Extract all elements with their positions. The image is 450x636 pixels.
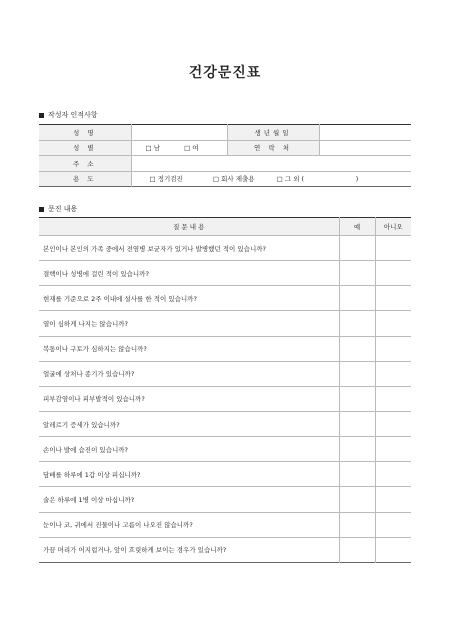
question-row <box>39 537 411 562</box>
question-row <box>39 311 411 336</box>
birth-label: 생년월일 <box>227 125 319 141</box>
question-text: 얼굴에 상처나 종기가 있습니까? <box>39 361 339 386</box>
purpose-row <box>39 171 411 187</box>
purpose-label: 용 도 <box>39 171 131 187</box>
answer-no-cell[interactable] <box>375 311 411 336</box>
male-checkbox[interactable]: □ 남 <box>145 144 160 153</box>
answer-yes-cell[interactable] <box>339 537 375 562</box>
purpose-field <box>131 171 411 187</box>
answer-yes-cell[interactable] <box>339 286 375 311</box>
purpose-option-other-checkbox[interactable]: □ 그 외 ( ) <box>276 175 359 184</box>
answer-no-cell[interactable] <box>375 437 411 462</box>
answer-yes-cell[interactable] <box>339 261 375 286</box>
answer-no-cell[interactable] <box>375 462 411 487</box>
purpose-option-company-checkbox[interactable]: □ 회사 제출용 <box>212 175 255 184</box>
contact-field[interactable] <box>319 140 411 156</box>
answer-yes-cell[interactable] <box>339 462 375 487</box>
gender-field <box>131 140 227 156</box>
answer-yes-cell[interactable] <box>339 236 375 261</box>
question-row <box>39 487 411 512</box>
section-personal-info-label: 작성자 인적사항 <box>48 111 98 119</box>
answer-no-cell[interactable] <box>375 512 411 537</box>
bullet-square-icon <box>39 113 44 118</box>
address-field[interactable] <box>131 156 411 172</box>
answer-yes-cell[interactable] <box>339 361 375 386</box>
question-text: 열이 심하게 나지는 않습니까? <box>39 311 339 336</box>
questionnaire-header-row <box>39 218 411 236</box>
name-label: 성 명 <box>39 125 131 141</box>
address-label: 주 소 <box>39 156 131 172</box>
question-row <box>39 261 411 286</box>
question-row <box>39 286 411 311</box>
section-questions-heading <box>39 204 77 214</box>
question-row <box>39 411 411 436</box>
answer-yes-cell[interactable] <box>339 386 375 411</box>
question-row <box>39 437 411 462</box>
answer-no-cell[interactable] <box>375 286 411 311</box>
question-row <box>39 336 411 361</box>
question-text: 가끔 머리가 어지럽거나, 앞이 흐릿하게 보이는 경우가 있습니까? <box>39 537 339 562</box>
answer-yes-cell[interactable] <box>339 336 375 361</box>
answer-no-cell[interactable] <box>375 261 411 286</box>
question-row <box>39 236 411 261</box>
question-text: 본인이나 본인의 가족 중에서 전염병 보균자가 있거나 발병했던 적이 있습니까? <box>39 236 339 261</box>
name-row <box>39 125 411 141</box>
question-text: 술은 하루에 1병 이상 마십니까? <box>39 487 339 512</box>
section-questions-label: 문진 내용 <box>48 205 78 213</box>
address-row <box>39 156 411 172</box>
name-field[interactable] <box>131 125 227 141</box>
answer-no-cell[interactable] <box>375 386 411 411</box>
answer-no-cell[interactable] <box>375 336 411 361</box>
question-text: 알레르기 증세가 있습니까? <box>39 411 339 436</box>
female-checkbox[interactable]: □ 여 <box>184 144 199 153</box>
answer-yes-cell[interactable] <box>339 487 375 512</box>
column-header-question: 질 문 내 용 <box>39 218 339 236</box>
question-text: 눈이나 코, 귀에서 진물이나 고름이 나오진 않습니까? <box>39 512 339 537</box>
question-row <box>39 512 411 537</box>
answer-yes-cell[interactable] <box>339 311 375 336</box>
answer-yes-cell[interactable] <box>339 512 375 537</box>
question-text: 피부감염이나 피부발적이 있습니까? <box>39 386 339 411</box>
question-row <box>39 361 411 386</box>
bullet-square-icon <box>39 207 44 212</box>
answer-yes-cell[interactable] <box>339 437 375 462</box>
purpose-option-regular-checkbox[interactable]: □ 정기검진 <box>149 175 183 184</box>
question-text: 결핵이나 성병에 걸린 적이 있습니까? <box>39 261 339 286</box>
birth-field[interactable] <box>319 125 411 141</box>
answer-no-cell[interactable] <box>375 487 411 512</box>
question-text: 손이나 발에 습진이 있습니까? <box>39 437 339 462</box>
answer-no-cell[interactable] <box>375 361 411 386</box>
document-title: 건강문진표 <box>188 65 262 81</box>
gender-row <box>39 140 411 156</box>
question-text: 복통이나 구토가 심하지는 않습니까? <box>39 336 339 361</box>
question-text: 현재를 기준으로 2주 이내에 설사를 한 적이 있습니까? <box>39 286 339 311</box>
answer-no-cell[interactable] <box>375 537 411 562</box>
answer-no-cell[interactable] <box>375 411 411 436</box>
question-text: 담배를 하루에 1갑 이상 피십니까? <box>39 462 339 487</box>
question-row <box>39 462 411 487</box>
column-header-no: 아니오 <box>375 218 411 236</box>
answer-no-cell[interactable] <box>375 236 411 261</box>
contact-label: 연 락 처 <box>227 140 319 156</box>
section-personal-info-heading <box>39 110 98 120</box>
answer-yes-cell[interactable] <box>339 411 375 436</box>
column-header-yes: 예 <box>339 218 375 236</box>
personal-info-table <box>39 124 411 187</box>
question-row <box>39 386 411 411</box>
questionnaire-table <box>39 217 411 563</box>
gender-label: 성 별 <box>39 140 131 156</box>
